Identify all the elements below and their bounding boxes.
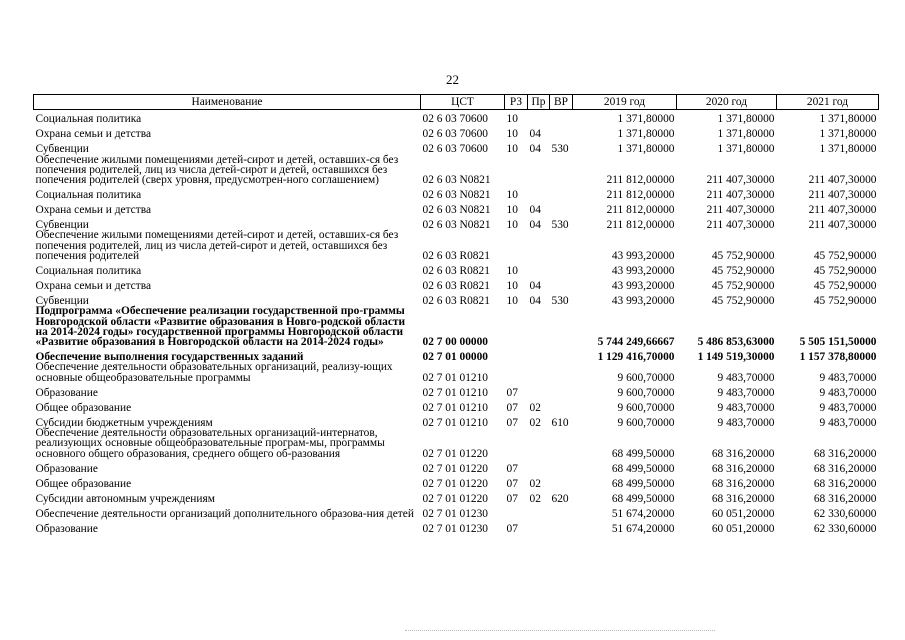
row-cst: 02 7 01 01230 bbox=[422, 507, 488, 520]
table-row bbox=[34, 306, 879, 347]
row-value-2020: 211 407,30000 bbox=[706, 174, 775, 187]
row-name: Охрана семьи и детства bbox=[35, 204, 151, 217]
table-row bbox=[34, 261, 879, 276]
row-value-2020: 45 752,90000 bbox=[711, 264, 775, 277]
row-rz bbox=[505, 155, 528, 186]
row-value-2021: 211 407,30000 bbox=[808, 219, 877, 232]
row-cst: 02 7 01 01210 bbox=[422, 401, 488, 414]
row-value-2020: 211 407,30000 bbox=[706, 189, 775, 202]
table-row bbox=[34, 230, 879, 261]
row-cst: 02 6 03 N0821 bbox=[422, 174, 491, 187]
table-row bbox=[34, 125, 879, 140]
row-pr bbox=[528, 428, 550, 459]
row-name: Обеспечение деятельности организаций дополнительного образова-ния детей bbox=[35, 507, 414, 520]
row-vr bbox=[550, 261, 573, 276]
row-name: Обеспечение деятельности образовательных организаций-интернатов, реализующих основные общеобразовательные програм-мы, программы основного общего образования, среднего общего об-разования bbox=[35, 427, 385, 460]
table-body bbox=[34, 110, 879, 534]
row-pr bbox=[528, 261, 550, 276]
row-rz bbox=[505, 230, 528, 261]
row-rz bbox=[505, 347, 528, 362]
row-value-2019: 43 993,20000 bbox=[611, 279, 675, 292]
table-row bbox=[34, 155, 879, 186]
row-pr: 04 bbox=[529, 294, 541, 307]
row-rz: 10 bbox=[506, 189, 518, 202]
row-value-2021: 45 752,90000 bbox=[813, 294, 877, 307]
row-value-2021: 9 483,70000 bbox=[819, 416, 877, 429]
row-value-2021: 211 407,30000 bbox=[808, 189, 877, 202]
row-pr bbox=[528, 306, 550, 347]
row-value-2021: 45 752,90000 bbox=[813, 264, 877, 277]
row-pr: 04 bbox=[529, 143, 541, 156]
row-value-2021: 211 407,30000 bbox=[808, 174, 877, 187]
row-cst: 02 6 03 N0821 bbox=[422, 204, 491, 217]
table-header-row bbox=[34, 95, 879, 110]
row-name: Субсидии бюджетным учреждениям bbox=[35, 416, 213, 429]
row-pr: 04 bbox=[529, 204, 541, 217]
row-rz: 07 bbox=[506, 401, 518, 414]
row-value-2019: 51 674,20000 bbox=[611, 507, 675, 520]
row-pr bbox=[528, 383, 550, 398]
row-cst: 02 7 01 01210 bbox=[422, 416, 488, 429]
row-name: Социальная политика bbox=[35, 189, 142, 202]
row-value-2019: 211 812,00000 bbox=[606, 219, 675, 232]
header-rz: РЗ bbox=[505, 95, 528, 110]
row-pr bbox=[528, 185, 550, 200]
row-value-2020: 1 371,80000 bbox=[717, 143, 775, 156]
row-value-2019: 5 744 249,66667 bbox=[597, 336, 675, 349]
table-row bbox=[34, 489, 879, 504]
row-cst: 02 6 03 70600 bbox=[422, 128, 488, 141]
row-vr bbox=[550, 428, 573, 459]
row-value-2021: 9 483,70000 bbox=[819, 386, 877, 399]
table-row bbox=[34, 200, 879, 215]
row-value-2019: 68 499,50000 bbox=[611, 447, 675, 460]
table-row bbox=[34, 362, 879, 383]
row-value-2021: 45 752,90000 bbox=[813, 279, 877, 292]
row-value-2020: 9 483,70000 bbox=[717, 386, 775, 399]
row-value-2019: 43 993,20000 bbox=[611, 249, 675, 262]
row-value-2020: 9 483,70000 bbox=[717, 401, 775, 414]
row-rz: 10 bbox=[506, 128, 518, 141]
row-value-2021: 1 371,80000 bbox=[819, 113, 877, 126]
row-rz bbox=[505, 428, 528, 459]
header-name: Наименование bbox=[34, 95, 421, 110]
row-value-2019: 43 993,20000 bbox=[611, 294, 675, 307]
row-value-2021: 45 752,90000 bbox=[813, 249, 877, 262]
row-vr bbox=[550, 276, 573, 291]
row-vr bbox=[550, 398, 573, 413]
row-name: Социальная политика bbox=[35, 264, 142, 277]
row-name: Охрана семьи и детства bbox=[35, 279, 151, 292]
row-cst: 02 7 01 01230 bbox=[422, 522, 488, 535]
table-row bbox=[34, 215, 879, 230]
table-row bbox=[34, 474, 879, 489]
row-value-2021: 1 371,80000 bbox=[819, 128, 877, 141]
header-pr: Пр bbox=[528, 95, 550, 110]
row-value-2020: 1 371,80000 bbox=[717, 113, 775, 126]
row-cst: 02 6 03 R0821 bbox=[422, 264, 490, 277]
row-rz: 07 bbox=[506, 477, 518, 490]
row-value-2019: 9 600,70000 bbox=[617, 416, 675, 429]
row-vr: 610 bbox=[551, 416, 569, 429]
row-value-2020: 60 051,20000 bbox=[711, 507, 775, 520]
row-value-2020: 60 051,20000 bbox=[711, 522, 775, 535]
row-vr bbox=[550, 459, 573, 474]
row-value-2019: 9 600,70000 bbox=[617, 371, 675, 384]
row-vr bbox=[550, 362, 573, 383]
row-rz bbox=[505, 306, 528, 347]
row-vr bbox=[550, 519, 573, 534]
row-pr bbox=[528, 155, 550, 186]
row-name: Образование bbox=[35, 386, 98, 399]
row-value-2020: 68 316,20000 bbox=[711, 447, 775, 460]
row-value-2019: 9 600,70000 bbox=[617, 386, 675, 399]
row-name: Подпрограмма «Обеспечение реализации государственной про-граммы Новгородской области «Развитие образования в Новго-родской области на 2014-2024 годы» государственной программы Новгородской области «Развитие образования в Новгородской области на 2014-2024 годы» bbox=[35, 305, 406, 349]
table-row bbox=[34, 185, 879, 200]
row-pr: 02 bbox=[529, 401, 541, 414]
row-pr: 04 bbox=[529, 279, 541, 292]
row-rz: 10 bbox=[506, 264, 518, 277]
row-pr bbox=[528, 230, 550, 261]
row-cst: 02 7 01 01220 bbox=[422, 462, 488, 475]
row-name: Субсидии автономным учреждениям bbox=[35, 492, 215, 505]
row-vr bbox=[550, 110, 573, 125]
row-rz: 10 bbox=[506, 219, 518, 232]
row-value-2021: 62 330,60000 bbox=[813, 522, 877, 535]
row-pr: 02 bbox=[529, 492, 541, 505]
row-value-2019: 9 600,70000 bbox=[617, 401, 675, 414]
row-rz: 07 bbox=[506, 386, 518, 399]
row-pr bbox=[528, 347, 550, 362]
budget-table bbox=[33, 94, 879, 534]
row-name: Образование bbox=[35, 522, 98, 535]
row-cst: 02 6 03 N0821 bbox=[422, 219, 491, 232]
page-number: 22 bbox=[446, 72, 459, 87]
row-vr bbox=[550, 155, 573, 186]
row-name: Субвенции bbox=[35, 143, 89, 156]
row-cst: 02 7 01 01220 bbox=[422, 492, 488, 505]
row-name: Субвенции bbox=[35, 219, 89, 232]
row-cst: 02 7 01 00000 bbox=[422, 351, 488, 364]
row-rz: 07 bbox=[506, 522, 518, 535]
row-vr: 530 bbox=[551, 294, 569, 307]
row-value-2020: 1 149 519,30000 bbox=[697, 351, 775, 364]
row-value-2020: 45 752,90000 bbox=[711, 249, 775, 262]
row-value-2020: 5 486 853,63000 bbox=[697, 336, 775, 349]
table-row bbox=[34, 347, 879, 362]
table-row bbox=[34, 110, 879, 125]
row-name: Образование bbox=[35, 462, 98, 475]
row-name: Общее образование bbox=[35, 477, 132, 490]
row-pr bbox=[528, 504, 550, 519]
row-rz: 10 bbox=[506, 294, 518, 307]
row-vr: 620 bbox=[551, 492, 569, 505]
row-value-2021: 68 316,20000 bbox=[813, 477, 877, 490]
row-vr bbox=[550, 125, 573, 140]
row-name: Охрана семьи и детства bbox=[35, 128, 151, 141]
row-vr: 530 bbox=[551, 143, 569, 156]
row-value-2021: 9 483,70000 bbox=[819, 401, 877, 414]
row-cst: 02 6 03 70600 bbox=[422, 113, 488, 126]
row-cst: 02 6 03 R0821 bbox=[422, 279, 490, 292]
row-value-2021: 68 316,20000 bbox=[813, 447, 877, 460]
row-cst: 02 7 01 01220 bbox=[422, 447, 488, 460]
header-vr: ВР bbox=[550, 95, 573, 110]
row-value-2019: 1 371,80000 bbox=[617, 113, 675, 126]
row-value-2021: 68 316,20000 bbox=[813, 462, 877, 475]
row-name: Обеспечение выполнения государственных заданий bbox=[35, 351, 304, 364]
row-pr: 04 bbox=[529, 128, 541, 141]
row-pr: 02 bbox=[529, 416, 541, 429]
header-2021: 2021 год bbox=[777, 95, 879, 110]
row-rz bbox=[505, 362, 528, 383]
table-row bbox=[34, 291, 879, 306]
row-vr bbox=[550, 383, 573, 398]
row-pr bbox=[528, 459, 550, 474]
row-cst: 02 6 03 N0821 bbox=[422, 189, 491, 202]
table-row bbox=[34, 398, 879, 413]
header-cst: ЦСТ bbox=[421, 95, 505, 110]
row-vr bbox=[550, 200, 573, 215]
row-vr bbox=[550, 230, 573, 261]
row-value-2020: 211 407,30000 bbox=[706, 219, 775, 232]
row-pr: 04 bbox=[529, 219, 541, 232]
row-value-2020: 9 483,70000 bbox=[717, 371, 775, 384]
table-row bbox=[34, 504, 879, 519]
row-value-2020: 68 316,20000 bbox=[711, 462, 775, 475]
scan-artifact bbox=[405, 630, 715, 634]
row-value-2020: 45 752,90000 bbox=[711, 294, 775, 307]
row-cst: 02 7 01 01220 bbox=[422, 477, 488, 490]
row-pr bbox=[528, 519, 550, 534]
row-rz: 10 bbox=[506, 204, 518, 217]
row-vr bbox=[550, 306, 573, 347]
row-name: Субвенции bbox=[35, 294, 89, 307]
row-cst: 02 7 01 01210 bbox=[422, 371, 488, 384]
row-pr bbox=[528, 362, 550, 383]
table-row bbox=[34, 383, 879, 398]
row-value-2019: 211 812,00000 bbox=[606, 204, 675, 217]
row-value-2019: 211 812,00000 bbox=[606, 174, 675, 187]
row-value-2021: 9 483,70000 bbox=[819, 371, 877, 384]
row-cst: 02 6 03 R0821 bbox=[422, 294, 490, 307]
row-pr bbox=[528, 110, 550, 125]
row-rz: 10 bbox=[506, 143, 518, 156]
row-rz: 10 bbox=[506, 279, 518, 292]
row-rz: 07 bbox=[506, 492, 518, 505]
row-cst: 02 6 03 70600 bbox=[422, 143, 488, 156]
row-rz: 07 bbox=[506, 416, 518, 429]
row-value-2019: 1 371,80000 bbox=[617, 143, 675, 156]
row-rz: 07 bbox=[506, 462, 518, 475]
row-value-2019: 51 674,20000 bbox=[611, 522, 675, 535]
row-value-2019: 68 499,50000 bbox=[611, 492, 675, 505]
row-vr bbox=[550, 347, 573, 362]
row-name: Социальная политика bbox=[35, 113, 142, 126]
row-name: Обеспечение деятельности образовательных организаций, реализу-ющих основные общеобразовательные программы bbox=[35, 361, 393, 384]
row-value-2021: 1 371,80000 bbox=[819, 143, 877, 156]
row-value-2020: 68 316,20000 bbox=[711, 477, 775, 490]
row-rz bbox=[505, 504, 528, 519]
row-rz: 10 bbox=[506, 113, 518, 126]
row-value-2020: 9 483,70000 bbox=[717, 416, 775, 429]
row-value-2019: 68 499,50000 bbox=[611, 462, 675, 475]
row-value-2021: 211 407,30000 bbox=[808, 204, 877, 217]
row-value-2021: 5 505 151,50000 bbox=[799, 336, 877, 349]
row-vr bbox=[550, 504, 573, 519]
row-value-2021: 68 316,20000 bbox=[813, 492, 877, 505]
table-row bbox=[34, 519, 879, 534]
row-vr: 530 bbox=[551, 219, 569, 232]
row-value-2020: 45 752,90000 bbox=[711, 279, 775, 292]
table-row bbox=[34, 413, 879, 428]
header-2020: 2020 год bbox=[677, 95, 777, 110]
row-cst: 02 7 00 00000 bbox=[422, 336, 488, 349]
row-value-2019: 211 812,00000 bbox=[606, 189, 675, 202]
row-name: Обеспечение жилыми помещениями детей-сирот и детей, оставших-ся без попечения родителей, лиц из числа детей-сирот и детей, оставшихся без попечения родителей (сверх уровня, предусмотрен-ного соглашением) bbox=[35, 153, 399, 187]
row-value-2021: 1 157 378,80000 bbox=[799, 351, 877, 364]
row-cst: 02 6 03 R0821 bbox=[422, 249, 490, 262]
table-row bbox=[34, 459, 879, 474]
row-value-2019: 43 993,20000 bbox=[611, 264, 675, 277]
row-name: Обеспечение жилыми помещениями детей-сирот и детей, оставших-ся без попечения родителей, лиц из числа детей-сирот и детей, оставшихся без попечения родителей bbox=[35, 229, 399, 262]
row-vr bbox=[550, 185, 573, 200]
table-row bbox=[34, 428, 879, 459]
table-row bbox=[34, 140, 879, 155]
row-value-2019: 1 129 416,70000 bbox=[597, 351, 675, 364]
table-row bbox=[34, 276, 879, 291]
row-value-2020: 211 407,30000 bbox=[706, 204, 775, 217]
row-pr: 02 bbox=[529, 477, 541, 490]
row-value-2019: 68 499,50000 bbox=[611, 477, 675, 490]
row-vr bbox=[550, 474, 573, 489]
row-value-2020: 68 316,20000 bbox=[711, 492, 775, 505]
header-2019: 2019 год bbox=[573, 95, 677, 110]
row-value-2020: 1 371,80000 bbox=[717, 128, 775, 141]
row-value-2021: 62 330,60000 bbox=[813, 507, 877, 520]
row-value-2019: 1 371,80000 bbox=[617, 128, 675, 141]
row-cst: 02 7 01 01210 bbox=[422, 386, 488, 399]
row-name: Общее образование bbox=[35, 401, 132, 414]
